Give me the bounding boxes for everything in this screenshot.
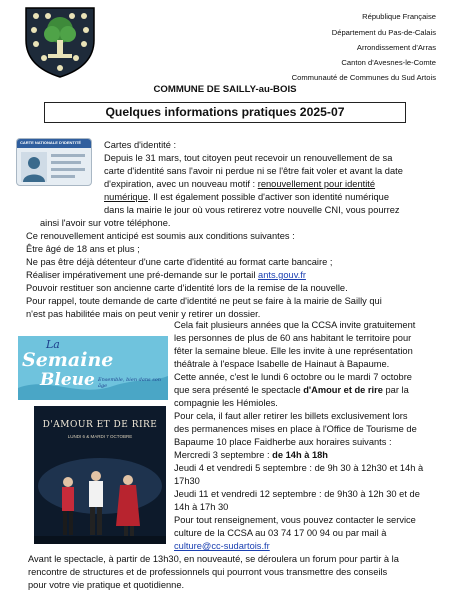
semaine-visual-title-semaine: Semaine bbox=[22, 349, 114, 371]
semaine-text-line: théâtrale à l'espace Isabelle de Hainaut à Bapaume. bbox=[174, 359, 390, 369]
cni-text-line: n'est pas habilitée mais on peut venir y retirer un dossier. bbox=[26, 309, 261, 319]
schedule-item: Mercredi 3 septembre : de 14h à 18h bbox=[174, 450, 328, 460]
id-card-label: CARTE NATIONALE D'IDENTITÉ bbox=[20, 140, 82, 145]
semaine-bleue-visual bbox=[18, 336, 168, 400]
tickets-text-line: des permanences mises en place à l'Office de Tourisme de bbox=[174, 424, 417, 434]
admin-communaute: Communauté de Communes du Sud Artois bbox=[291, 73, 436, 82]
semaine-text-line: Cela fait plusieurs années que la CCSA invite gratuitement bbox=[174, 320, 416, 330]
cni-motif-highlight: renouvellement pour identité bbox=[257, 179, 376, 189]
semaine-visual-title-la: La bbox=[46, 338, 60, 351]
admin-republique: République Française bbox=[362, 12, 436, 21]
semaine-text-line: compagnie les Hémioles. bbox=[174, 398, 278, 408]
commune-coat-of-arms bbox=[24, 6, 96, 78]
cni-text-line: carte d'identité sans l'avoir ni perdue ni se l'être fait voler et avant la date bbox=[104, 166, 403, 176]
ants-link[interactable]: ants.gouv.fr bbox=[258, 270, 306, 280]
cni-text-line: Pour rappel, toute demande de carte d'identité ne peut se faire à la mairie de Sailly qui bbox=[26, 296, 382, 306]
contact-email-link[interactable]: culture@cc-sudartois.fr bbox=[174, 541, 270, 551]
id-card-illustration bbox=[16, 138, 92, 186]
actors-illustration bbox=[34, 446, 166, 544]
cni-text-line: Ne pas être déjà détenteur d'une carte d'identité au format carte bancaire ; bbox=[26, 257, 333, 267]
show-poster bbox=[34, 406, 166, 544]
page-title: Quelques informations pratiques 2025-07 bbox=[44, 102, 406, 123]
cni-text-line: ainsi l'avoir sur votre téléphone. bbox=[40, 218, 171, 228]
contact-text-line: Pour tout renseignement, vous pouvez contacter le service bbox=[174, 515, 416, 525]
schedule-item: Jeudi 4 et vendredi 5 septembre : de 9h 30 à 12h30 et 14h à bbox=[174, 463, 424, 473]
cni-text-line: dans la mairie le jour où vous retirerez votre nouvelle CNI, vous pourrez bbox=[104, 205, 400, 215]
closing-text-line: Avant le spectacle, à partir de 13h30, en nouveauté, se déroulera un forum pour partir à la bbox=[28, 554, 399, 564]
person-icon bbox=[21, 152, 47, 182]
poster-title: D'AMOUR ET DE RIRE bbox=[42, 420, 158, 430]
semaine-visual-title-bleue: Bleue bbox=[40, 370, 95, 390]
cni-text-line: Pouvoir restituer son ancienne carte d'identité lors de la remise de la nouvelle. bbox=[26, 283, 348, 293]
semaine-text-line: les personnes de plus de 60 ans habitant le territoire pour bbox=[174, 333, 412, 343]
semaine-text-line: que sera présenté le spectacle d'Amour et de rire par la bbox=[174, 385, 409, 395]
contact-text-line: culture de la CCSA au 03 74 17 00 94 ou par mail à bbox=[174, 528, 387, 538]
semaine-text-line: Cette année, c'est le lundi 6 octobre ou le mardi 7 octobre bbox=[174, 372, 412, 382]
cni-text-line: numérique. Il est également possible d'activer son identité numérique bbox=[104, 192, 389, 202]
cni-text-line: Réaliser impérativement une pré-demande sur le portail ants.gouv.fr bbox=[26, 270, 306, 280]
closing-text-line: pour votre vie pratique et quotidienne. bbox=[28, 580, 185, 590]
schedule-item-cont: 17h30 bbox=[174, 476, 200, 486]
admin-departement: Département du Pas-de-Calais bbox=[331, 28, 436, 37]
cni-text-line: d'expiration, avec un nouveau motif : renouvellement pour identité bbox=[104, 179, 376, 189]
semaine-visual-tagline: Ensemble, bien dans son âge bbox=[98, 377, 161, 389]
cni-heading: Cartes d'identité : bbox=[104, 140, 177, 150]
commune-name: COMMUNE DE SAILLY-au-BOIS bbox=[153, 84, 297, 95]
poster-subtitle: LUNDI 6 & MARDI 7 OCTOBRE bbox=[67, 434, 133, 439]
closing-text-line: rencontre de structures et de professionnels qui pourront vous transmettre des conseils bbox=[28, 567, 388, 577]
show-title: d'Amour et de rire bbox=[303, 385, 383, 395]
tickets-text-line: Pour cela, il faut aller retirer les billets exclusivement lors bbox=[174, 411, 408, 421]
cni-text-line: Être âgé de 18 ans et plus ; bbox=[26, 244, 140, 254]
schedule-item-cont: 14h à 17h 30 bbox=[174, 502, 229, 512]
semaine-text-line: fêter la semaine bleue. Elle les invite à une représentation bbox=[174, 346, 413, 356]
admin-arrondissement: Arrondissement d'Arras bbox=[356, 43, 436, 52]
tickets-text-line: Bapaume 10 place Faidherbe aux horaires suivants : bbox=[174, 437, 392, 447]
schedule-item: Jeudi 11 et vendredi 12 septembre : de 9h30 à 12h 30 et de bbox=[174, 489, 420, 499]
cni-text-line: Ce renouvellement anticipé est soumis aux conditions suivantes : bbox=[26, 231, 295, 241]
admin-canton: Canton d'Avesnes-le-Comte bbox=[341, 58, 436, 67]
cni-text-line: Depuis le 31 mars, tout citoyen peut recevoir un renouvellement de sa bbox=[104, 153, 393, 163]
